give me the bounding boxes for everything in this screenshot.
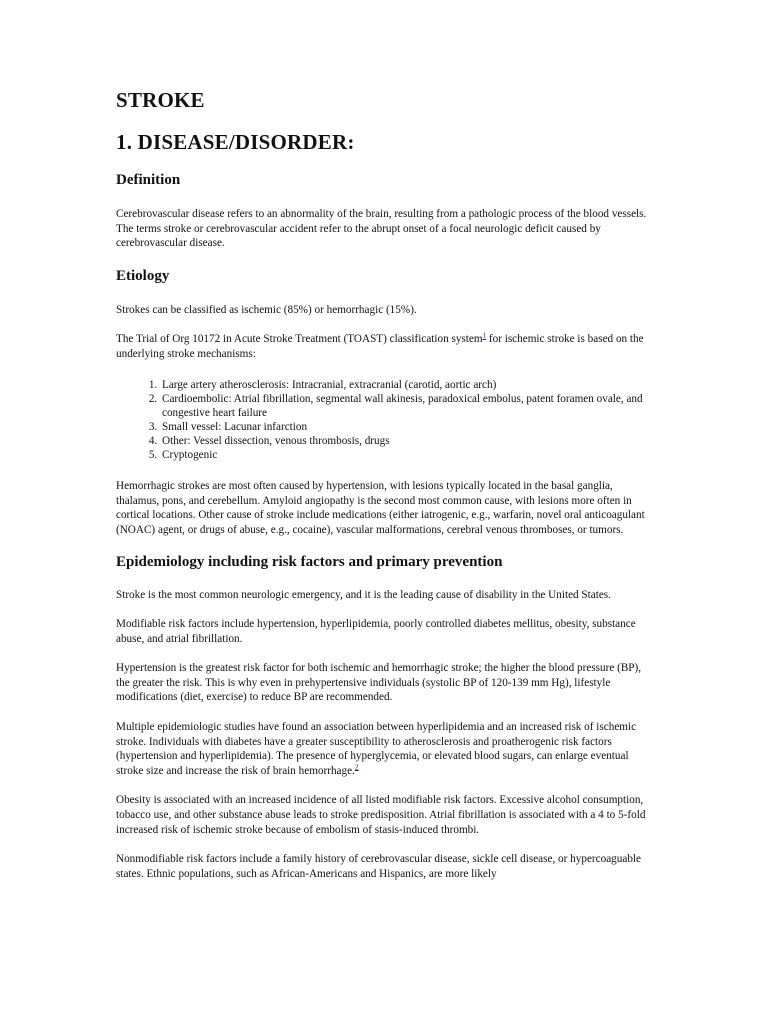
list-item: 4. Other: Vessel dissection, venous thrombosis, drugs [160,434,654,448]
epidemiology-paragraph-3: Hypertension is the greatest risk factor for both ischemic and hemorrhagic stroke; the higher the blood pressure (BP), the greater the risk. This is why even in prehypertensive individuals (systolic BP of 120-139 mm Hg), lifestyle modifications (diet, exercise) to reduce BP are recommended. [116,662,642,704]
list-item: 5. Cryptogenic [160,448,654,462]
etiology-heading: Etiology [116,267,170,284]
epidemiology-paragraph-1: Stroke is the most common neurologic emergency, and it is the leading cause of disability in the United States. [116,588,611,601]
definition-paragraph: Cerebrovascular disease refers to an abnormality of the brain, resulting from a pathologic process of the blood vessels. The terms stroke or cerebrovascular accident refer to the abrupt onset of a focal neurologic deficit caused by cerebrovascular disease. [116,208,647,250]
etiology-paragraph-2 [116,332,654,361]
epidemiology-paragraph-2: Modifiable risk factors include hypertension, hyperlipidemia, poorly controlled diabetes mellitus, obesity, substance abuse, and atrial fibrillation. [116,618,636,645]
epidemiology-paragraph-5: Obesity is associated with an increased incidence of all listed modifiable risk factors. Excessive alcohol consumption, tobacco use, and other substance abuse leads to stroke predisposition. Atrial fibrillation is associated with a 4 to 5-fold increased risk of ischemic stroke because of embolism of stasis-induced thrombi. [116,794,646,836]
etiology-paragraph-3: Hemorrhagic strokes are most often caused by hypertension, with lesions typically located in the basal ganglia, thalamus, pons, and cerebellum. Amyloid angiopathy is the second most common cause, with lesions more often in cortical locations. Other cause of stroke include medications (either iatrogenic, e.g., warfarin, novel oral anticoagulant (NOAC) agent, or drugs of abuse, e.g., cocaine), vascular malformations, cerebral venous thromboses, or tumors. [116,480,645,536]
list-item: 1. Large artery atherosclerosis: Intracranial, extracranial (carotid, aortic arch) [160,378,654,392]
list-item: 2. Cardioembolic: Atrial fibrillation, segmental wall akinesis, paradoxical embolus, patent foramen ovale, and congestive heart failure [160,392,654,420]
etiology-paragraph-2-text: The Trial of Org 10172 in Acute Stroke Treatment (TOAST) classification system [116,333,483,346]
footnote-link-2[interactable]: 2 [354,763,359,772]
document-title: STROKE [116,88,205,112]
epidemiology-paragraph-6: Nonmodifiable risk factors include a family history of cerebrovascular disease, sickle cell disease, or hypercoaguable states. Ethnic populations, such as African-Americans and Hispanics, are more likely [116,853,641,880]
etiology-paragraph-2-tail: for ischemic stroke is based on the underlying stroke mechanisms: [116,333,644,360]
epidemiology-paragraph-4 [116,720,654,778]
list-item: 3. Small vessel: Lacunar infarction [160,420,654,434]
etiology-paragraph-1: Strokes can be classified as ischemic (85%) or hemorrhagic (15%). [116,303,417,316]
section-heading: 1. DISEASE/DISORDER: [116,130,355,154]
toast-classification-list [116,378,654,463]
definition-heading: Definition [116,172,181,188]
epidemiology-paragraph-4-text: Multiple epidemiologic studies have found an association between hyperlipidemia and an increased risk of ischemic stroke. Individuals with diabetes have a greater susceptibility to atherosclerosis and proatherogenic risk factors (hypertension and hyperlipidemia). The presence of hyperglycemia, or elevated blood sugars, can enlarge eventual stroke size and increase the risk of brain hemorrhage. [116,721,637,777]
document-page [116,86,654,881]
footnote-link-1[interactable]: 1 [482,331,487,340]
epidemiology-heading: Epidemiology including risk factors and primary prevention [116,553,503,570]
